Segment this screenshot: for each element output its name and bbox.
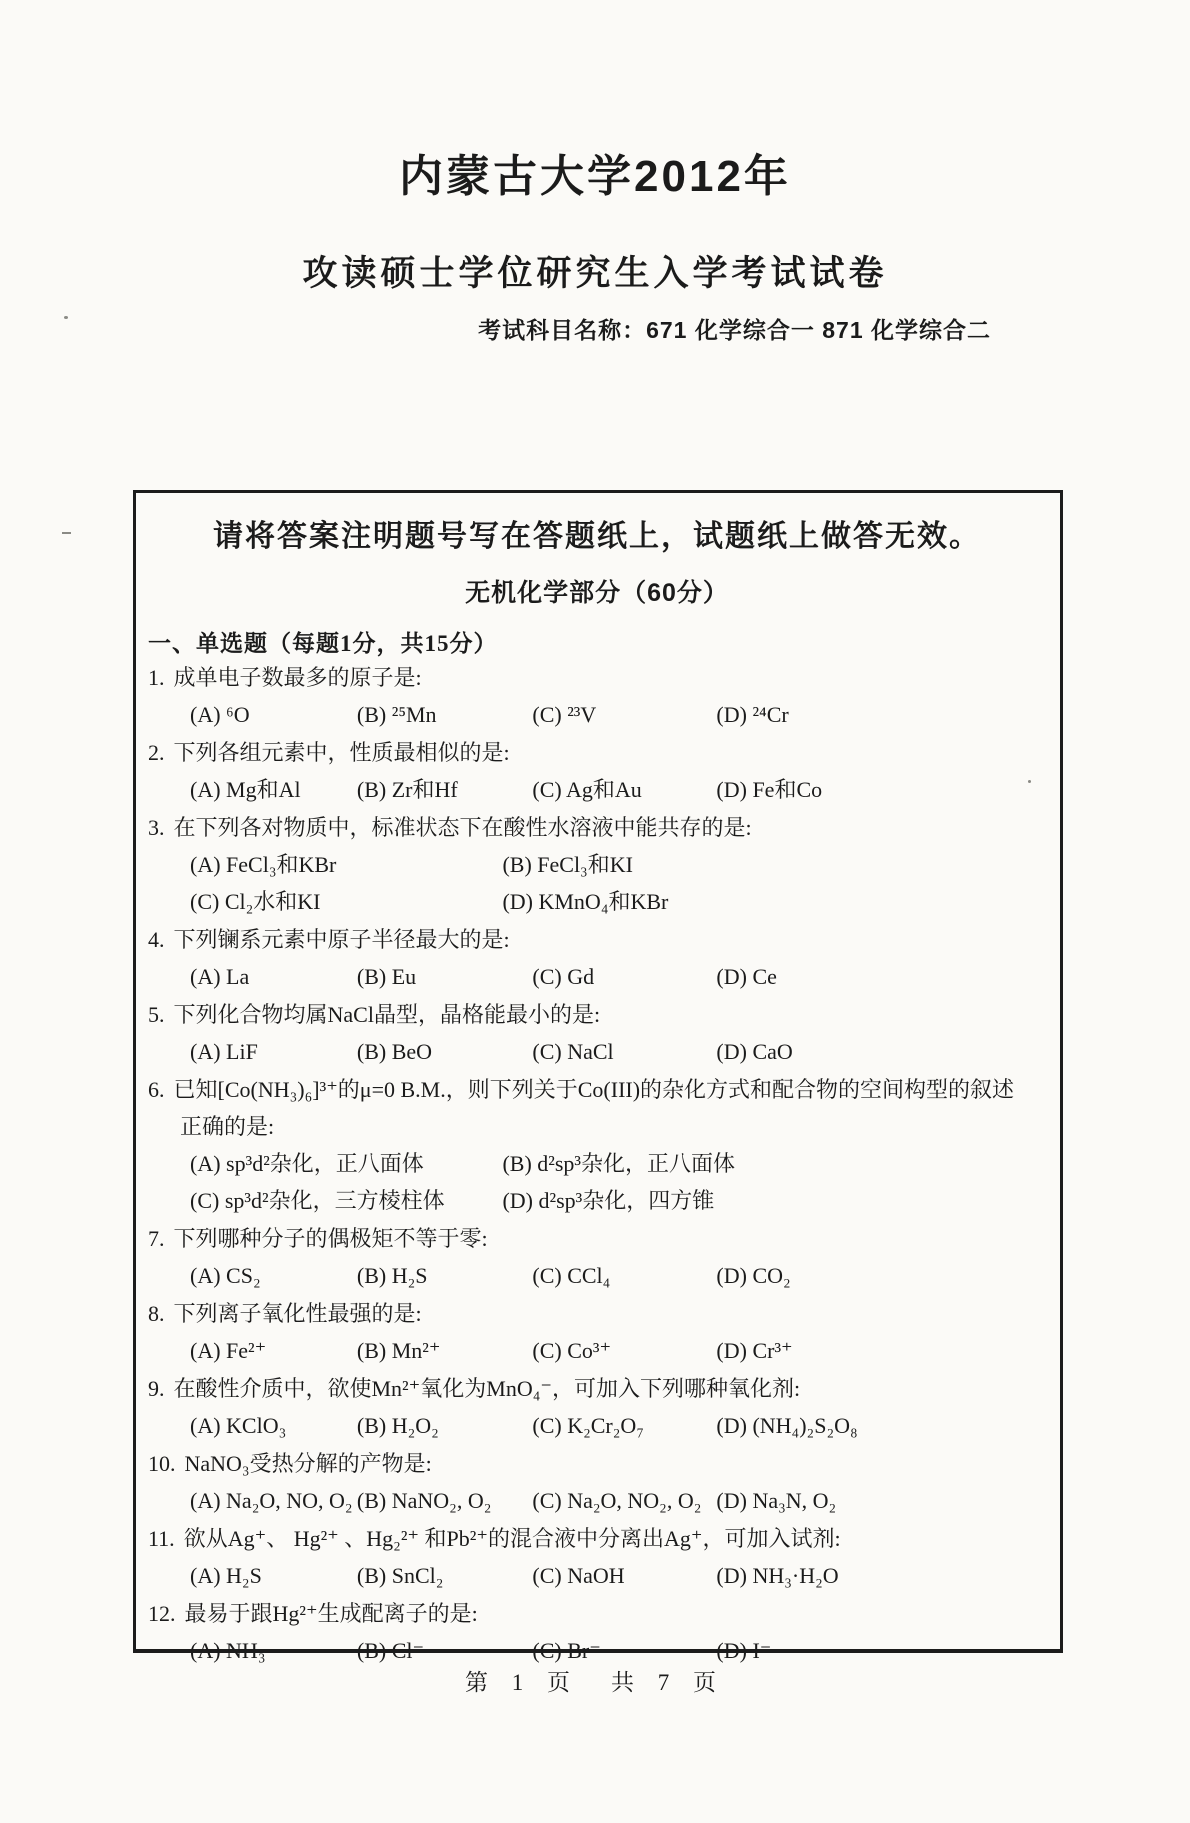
- option-C: (C) Gd: [532, 964, 595, 989]
- option-A: (A) Mg和Al: [190, 777, 301, 802]
- options: [148, 1482, 1046, 1519]
- question-7: [148, 1220, 1046, 1294]
- option-B: (B) Mn²⁺: [356, 1338, 441, 1363]
- question-10: [148, 1445, 1046, 1519]
- page-subtitle: 攻读硕士学位研究生入学考试试卷: [302, 254, 888, 293]
- options: [148, 696, 1046, 733]
- page-title: 内蒙古大学2012年: [399, 152, 791, 201]
- question-stem: [148, 1071, 1046, 1108]
- question-number: 9.: [148, 1376, 165, 1401]
- question-8: [148, 1295, 1046, 1369]
- option-B: (B) H₂S: [356, 1263, 428, 1288]
- options: [148, 958, 1046, 995]
- option-A: (A) sp³d²杂化，正八面体: [190, 1151, 424, 1176]
- question-text: 下列镧系元素中原子半径最大的是:: [173, 927, 510, 952]
- option-B: (B) Cl⁻: [356, 1638, 425, 1663]
- question-stem: [148, 921, 1046, 958]
- option-A: (A) Fe²⁺: [190, 1338, 267, 1363]
- question-number: 11.: [148, 1526, 175, 1551]
- page-footer: 第 1 页 共 7 页: [465, 1670, 725, 1695]
- option-B: (B) SnCl₂: [356, 1563, 444, 1588]
- option-C: (C) sp³d²杂化，三方棱柱体: [190, 1188, 445, 1213]
- options: [148, 846, 1046, 920]
- question-text: 下列各组元素中，性质最相似的是:: [173, 740, 510, 765]
- question-stem: [148, 996, 1046, 1033]
- subject-line: 考试科目名称：671 化学综合一 871 化学综合二: [478, 317, 991, 343]
- option-C: (C) Na₂O, NO₂, O₂: [532, 1488, 702, 1513]
- option-A: (A) NH₃: [190, 1638, 266, 1663]
- question-stem: [148, 1445, 1046, 1482]
- question-number: 10.: [148, 1451, 176, 1476]
- question-stem: [148, 1295, 1046, 1332]
- question-number: 12.: [148, 1601, 176, 1626]
- scan-artifact: [64, 316, 68, 319]
- question-number: 1.: [148, 665, 165, 690]
- question-text: 在下列各对物质中，标准状态下在酸性水溶液中能共存的是:: [173, 815, 752, 840]
- question-number: 8.: [148, 1301, 165, 1326]
- question-number: 6.: [148, 1077, 165, 1102]
- option-B: (B) d²sp³杂化，正八面体: [502, 1151, 736, 1176]
- option-D: (D) ²⁴Cr: [716, 702, 789, 727]
- option-A: (A) LiF: [190, 1039, 258, 1064]
- question-text: NaNO₃受热分解的产物是:: [184, 1451, 432, 1476]
- option-D: (D) CaO: [716, 1039, 793, 1064]
- answer-sheet-notice: 请将答案注明题号写在答题纸上，试题纸上做答无效。: [213, 520, 981, 553]
- question-number: 5.: [148, 1002, 165, 1027]
- question-number: 2.: [148, 740, 165, 765]
- option-A: (A) Na₂O, NO, O₂: [190, 1488, 353, 1513]
- option-D: (D) CO₂: [716, 1263, 791, 1288]
- option-C: (C) CCl₄: [532, 1263, 611, 1288]
- question-9: [148, 1370, 1046, 1444]
- question-number: 4.: [148, 927, 165, 952]
- question-text: 在酸性介质中，欲使Mn²⁺氧化为MnO₄⁻，可加入下列哪种氧化剂:: [173, 1376, 801, 1401]
- question-text: 下列化合物均属NaCl晶型，晶格能最小的是:: [173, 1002, 601, 1027]
- option-D: (D) (NH₄)₂S₂O₈: [716, 1413, 858, 1438]
- option-C: (C) Cl₂水和KI: [190, 889, 321, 914]
- option-D: (D) Fe和Co: [716, 777, 823, 802]
- option-A: (A) KClO₃: [190, 1413, 287, 1438]
- options: [148, 1407, 1046, 1444]
- question-2: [148, 734, 1046, 808]
- option-C: (C) NaCl: [532, 1039, 614, 1064]
- options: [148, 1145, 1046, 1219]
- option-A: (A) ⁶O: [190, 702, 250, 727]
- question-stem: [148, 659, 1046, 696]
- option-B: (B) H₂O₂: [356, 1413, 439, 1438]
- question-4: [148, 921, 1046, 995]
- option-B: (B) BeO: [356, 1039, 433, 1064]
- option-A: (A) La: [190, 964, 250, 989]
- question-1: [148, 659, 1046, 733]
- option-A: (A) H₂S: [190, 1563, 262, 1588]
- option-D: (D) I⁻: [716, 1638, 772, 1663]
- option-C: (C) K₂Cr₂O₇: [532, 1413, 644, 1438]
- question-list: [148, 659, 1046, 1669]
- options: [148, 1257, 1046, 1294]
- option-C: (C) NaOH: [532, 1563, 625, 1588]
- option-A: (A) FeCl₃和KBr: [190, 852, 337, 877]
- option-B: (B) ²⁵Mn: [356, 702, 437, 727]
- scan-artifact: [62, 532, 71, 534]
- option-D: (D) d²sp³杂化，四方锥: [502, 1188, 715, 1213]
- question-6: [148, 1071, 1046, 1219]
- question-text-continued: 正确的是:: [180, 1114, 275, 1139]
- option-C: (C) Co³⁺: [532, 1338, 612, 1363]
- exam-sheet-border: [133, 490, 1063, 1663]
- option-B: (B) Zr和Hf: [356, 777, 458, 802]
- option-D: (D) KMnO₄和KBr: [502, 889, 669, 914]
- question-stem: [148, 1370, 1046, 1407]
- option-C: (C) ²³V: [532, 702, 597, 727]
- question-stem: [148, 809, 1046, 846]
- question-5: [148, 996, 1046, 1070]
- options: [148, 1332, 1046, 1369]
- question-stem: [148, 734, 1046, 771]
- question-number: 7.: [148, 1226, 165, 1251]
- option-D: (D) NH₃·H₂O: [716, 1563, 839, 1588]
- option-C: (C) Ag和Au: [532, 777, 642, 802]
- question-text: 已知[Co(NH₃)₆]³⁺的μ=0 B.M.，则下列关于Co(III)的杂化方式和配合物的空间构型的叙述: [173, 1077, 1015, 1102]
- question-text: 成单电子数最多的原子是:: [173, 665, 422, 690]
- question-11: [148, 1520, 1046, 1594]
- question-stem: [148, 1520, 1046, 1557]
- option-B: (B) FeCl₃和KI: [502, 852, 633, 877]
- option-C: (C) Br⁻: [532, 1638, 601, 1663]
- question-number: 3.: [148, 815, 165, 840]
- question-text: 最易于跟Hg²⁺生成配离子的是:: [184, 1601, 478, 1626]
- options: [148, 1557, 1046, 1594]
- part-heading: 一、单选题（每题1分，共15分）: [148, 631, 498, 656]
- question-12: [148, 1595, 1046, 1669]
- option-D: (D) Cr³⁺: [716, 1338, 793, 1363]
- option-D: (D) Ce: [716, 964, 777, 989]
- option-D: (D) Na₃N, O₂: [716, 1488, 837, 1513]
- option-A: (A) CS₂: [190, 1263, 261, 1288]
- option-B: (B) Eu: [356, 964, 417, 989]
- option-B: (B) NaNO₂, O₂: [356, 1488, 492, 1513]
- question-text: 下列离子氧化性最强的是:: [173, 1301, 422, 1326]
- question-3: [148, 809, 1046, 920]
- options: [148, 1033, 1046, 1070]
- question-stem: [148, 1220, 1046, 1257]
- question-text: 欲从Ag⁺、 Hg²⁺ 、Hg₂²⁺ 和Pb²⁺的混合液中分离出Ag⁺，可加入试剂:: [183, 1526, 841, 1551]
- section-title: 无机化学部分（60分）: [465, 579, 729, 607]
- question-stem: [148, 1595, 1046, 1632]
- question-text: 下列哪种分子的偶极矩不等于零:: [173, 1226, 488, 1251]
- scan-artifact: [1028, 780, 1031, 783]
- options: [148, 771, 1046, 808]
